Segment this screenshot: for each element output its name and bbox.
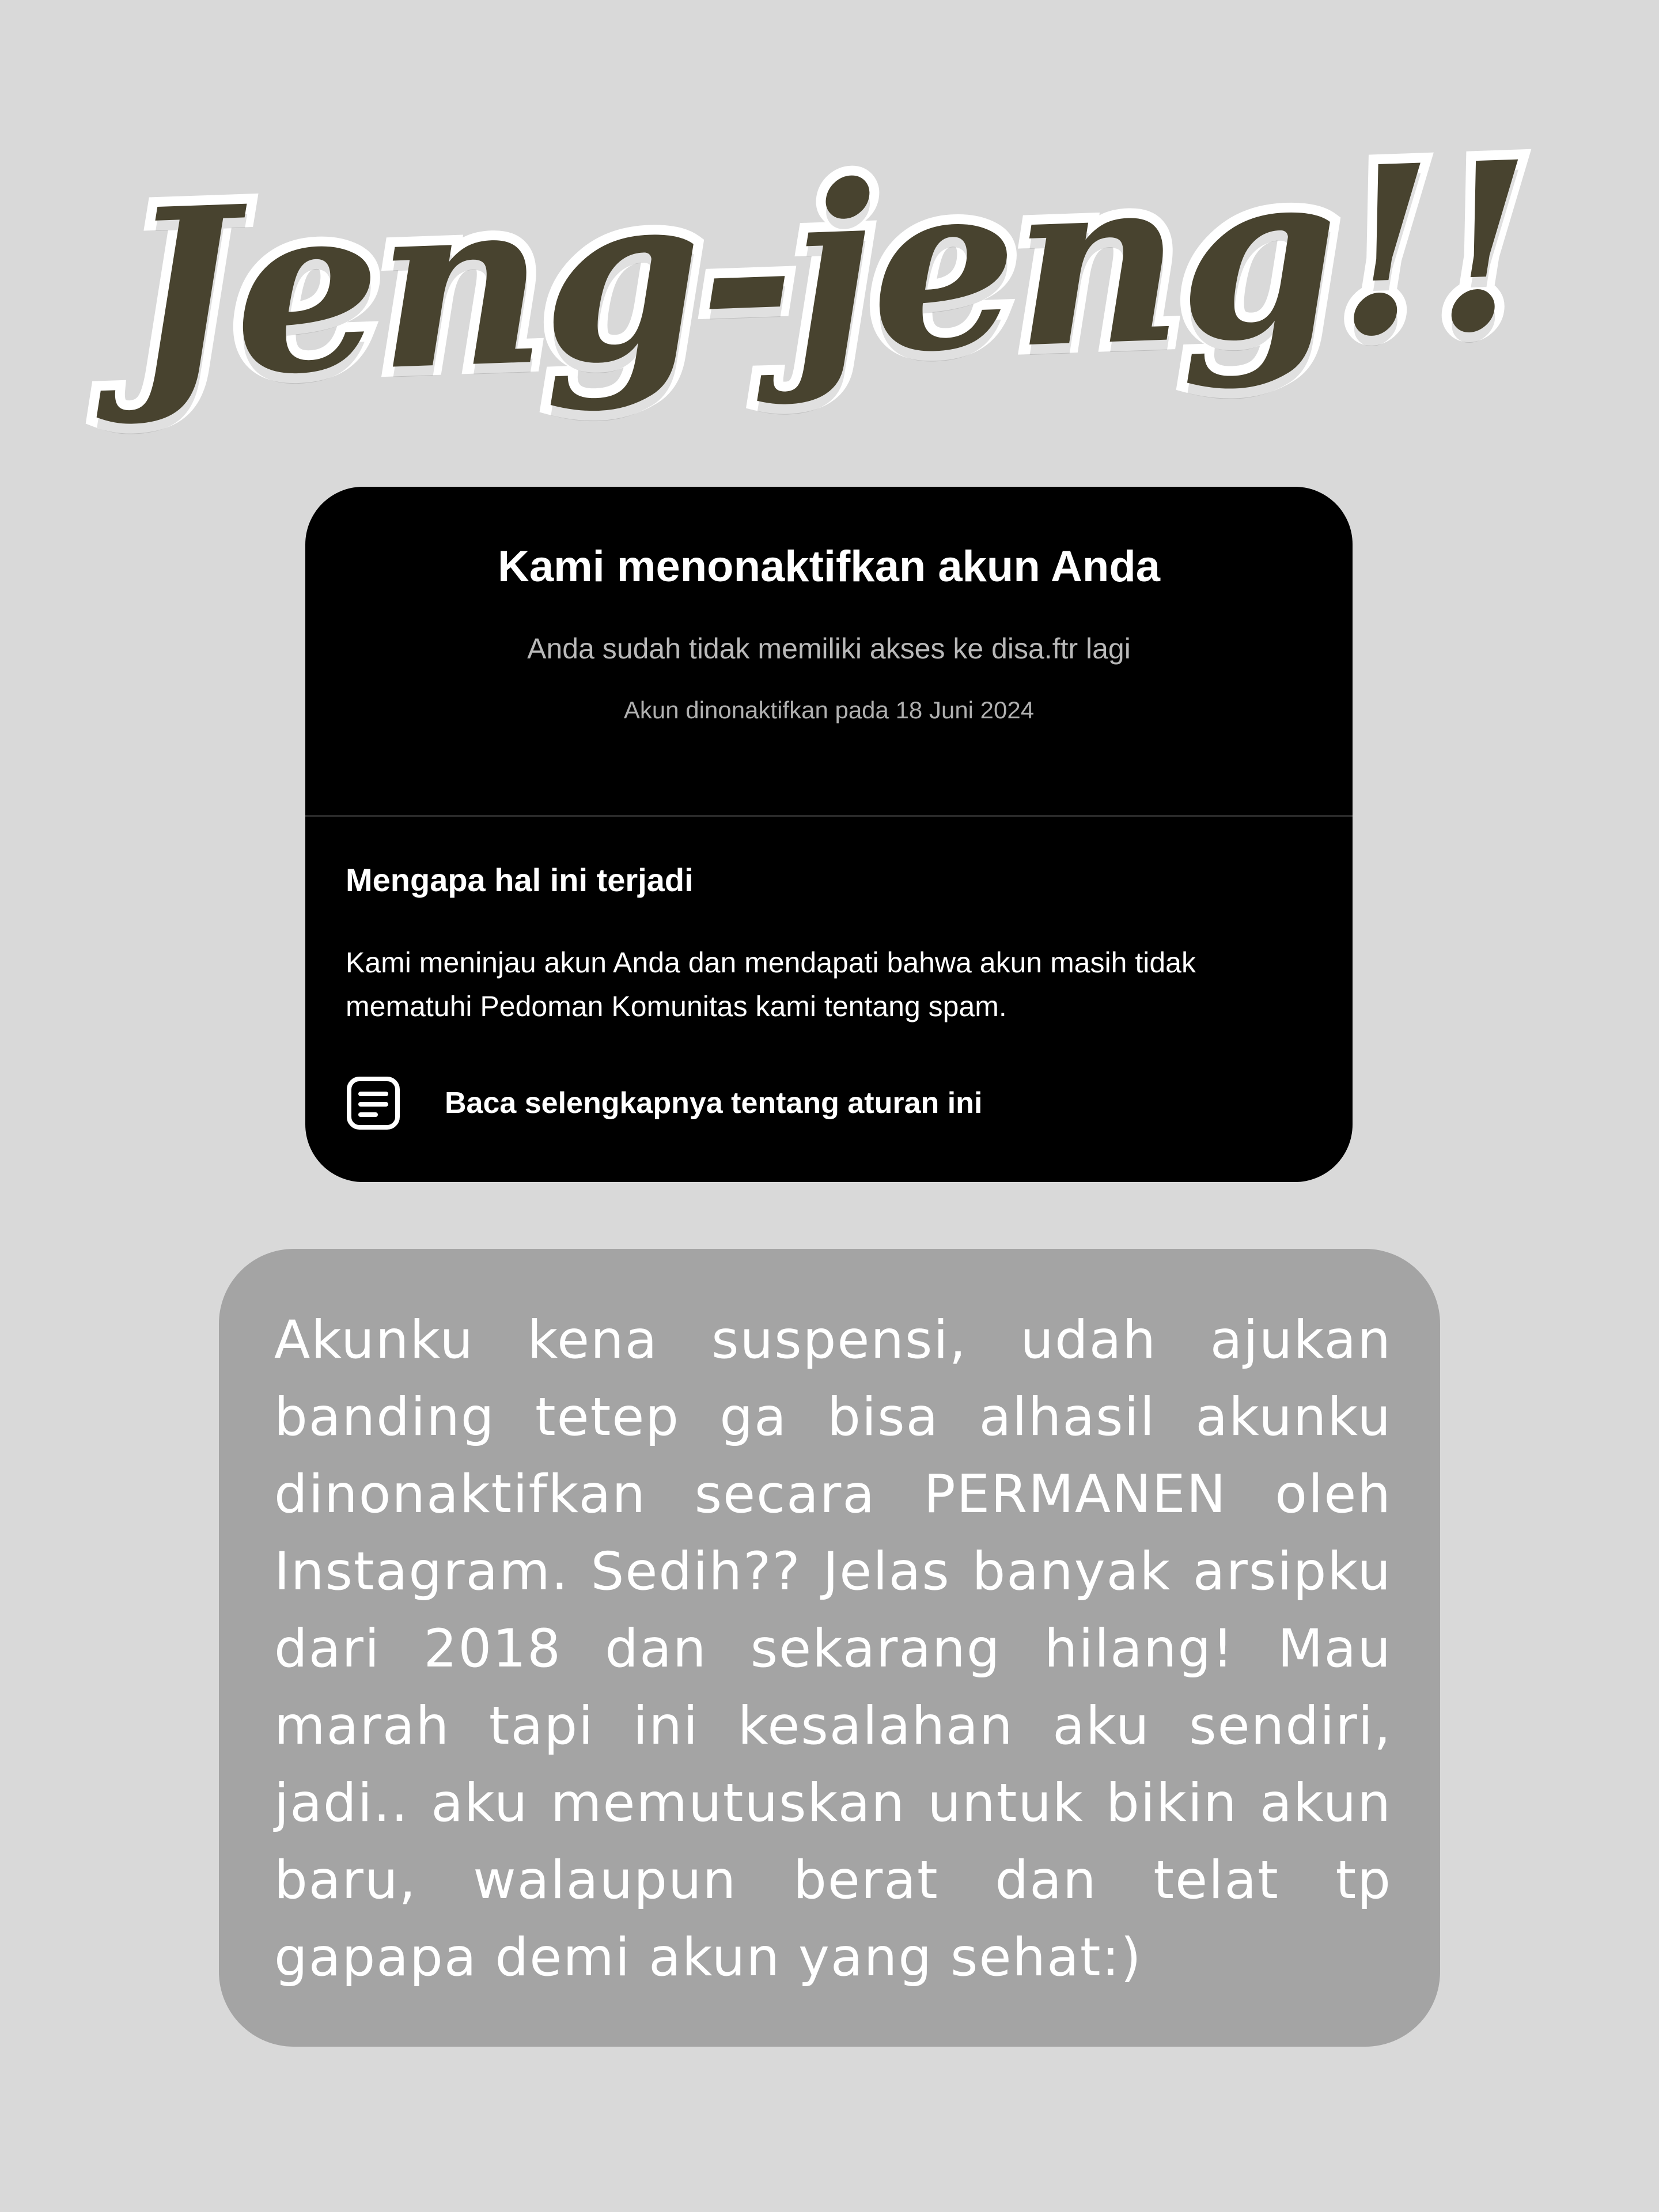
why-body: Kami meninjau akun Anda dan mendapati bahwa akun masih tidak mematuhi Pedoman Komunitas kami tentang spam. bbox=[346, 946, 1196, 1022]
learn-more-label: Baca selengkapnya tentang aturan ini bbox=[445, 1086, 983, 1120]
headline-sticker bbox=[0, 58, 1659, 484]
divider bbox=[305, 815, 1353, 817]
notice-subtitle: Anda sudah tidak memiliki akses ke disa.ftr lagi bbox=[527, 632, 1131, 665]
why-heading: Mengapa hal ini terjadi bbox=[346, 862, 694, 898]
notice-title: Kami menonaktifkan akun Anda bbox=[497, 542, 1161, 591]
document-icon bbox=[346, 1075, 401, 1131]
learn-more-link[interactable] bbox=[346, 1075, 982, 1131]
account-disabled-card bbox=[305, 487, 1353, 1182]
notice-date: Akun dinonaktifkan pada 18 Juni 2024 bbox=[623, 696, 1035, 724]
caption-text: Akunku kena suspensi, udah ajukan banding tetep ga bisa alhasil akunku dinonaktifkan secara PERMANEN oleh Instagram. Sedih?? Jelas banyak arsipku dari 2018 dan sekarang hilang! Mau marah tapi ini kesalahan aku sendiri, jadi.. aku memutuskan untuk bikin akun baru, walaupun berat dan telat tp gapapa demi akun yang sehat:) bbox=[274, 1310, 1392, 1988]
caption-box bbox=[219, 1249, 1440, 2047]
headline-text: Jeng-jeng!! bbox=[123, 111, 1536, 431]
